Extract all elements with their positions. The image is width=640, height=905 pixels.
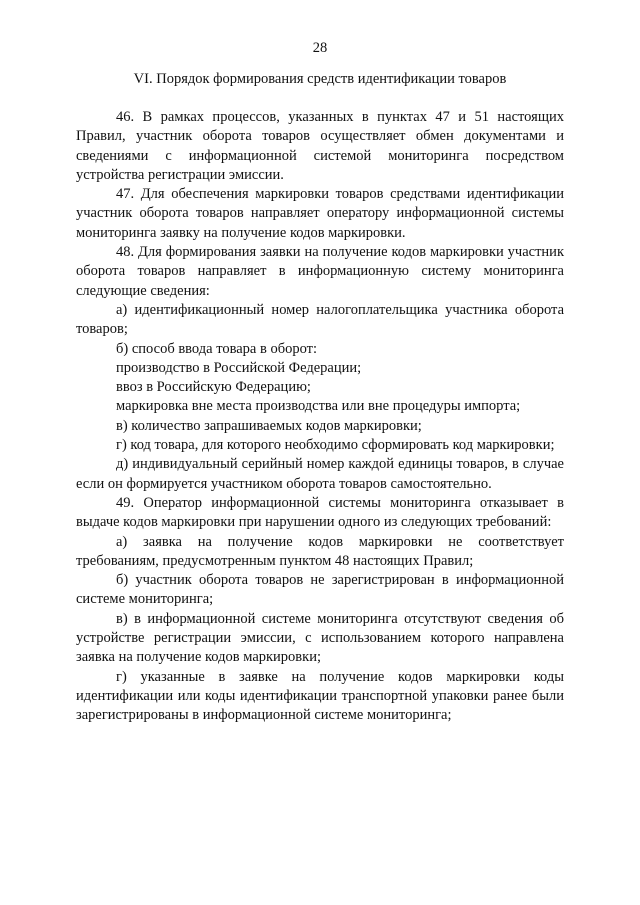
list-item-48v: в) количество запрашиваемых кодов маркировки; [116,417,422,434]
list-item-48b: б) способ ввода товара в оборот: [116,340,318,357]
paragraph-49: 49. Оператор информационной системы мониторинга отказывает в выдаче кодов маркировки при нарушении одного из следующих требований: [76,494,564,531]
list-subitem-production: производство в Российской Федерации; [116,359,362,376]
list-item-48a: а) идентификационный номер налогоплательщика участника оборота товаров; [76,301,564,338]
paragraph-46: 46. В рамках процессов, указанных в пунктах 47 и 51 настоящих Правил, участник оборота товаров осуществляет обмен документами и сведениями с информационной системой мониторинга посредством устройства регистрации эмиссии. [76,109,564,183]
list-item-48d: д) индивидуальный серийный номер каждой единицы товаров, в случае если он формируется участником оборота товаров самостоятельно. [76,456,564,492]
paragraph-47: 47. Для обеспечения маркировки товаров средствами идентификации участник оборота товаров направляет оператору информационной системы мониторинга заявку на получение кодов маркировки. [76,186,564,241]
list-item-49a: а) заявка на получение кодов маркировки не соответствует требованиям, предусмотренным пунктом 48 настоящих Правил; [76,533,564,569]
list-item-48g: г) код товара, для которого необходимо сформировать код маркировки; [116,437,555,454]
list-subitem-import: ввоз в Российскую Федерацию; [116,379,311,396]
page-number: 28 [312,40,328,56]
list-subitem-marking: маркировка вне места производства или вне процедуры импорта; [116,398,521,415]
list-item-49g: г) указанные в заявке на получение кодов маркировки коды идентификации или коды идентификации транспортной упаковки ранее были зарегистрированы в информационной системе мониторинга; [76,668,564,724]
paragraph-48: 48. Для формирования заявки на получение кодов маркировки участник оборота товаров направляет в информационную систему мониторинга следующие сведения: [76,244,564,299]
section-title: VI. Порядок формирования средств идентификации товаров [133,71,507,87]
list-item-49v: в) в информационной системе мониторинга отсутствуют сведения об устройстве регистрации эмиссии, с использованием которого направлена заявка на получение кодов маркировки; [76,610,564,666]
document-body [76,108,564,726]
list-item-49b: б) участник оборота товаров не зарегистрирован в информационной системе мониторинга; [76,572,564,608]
